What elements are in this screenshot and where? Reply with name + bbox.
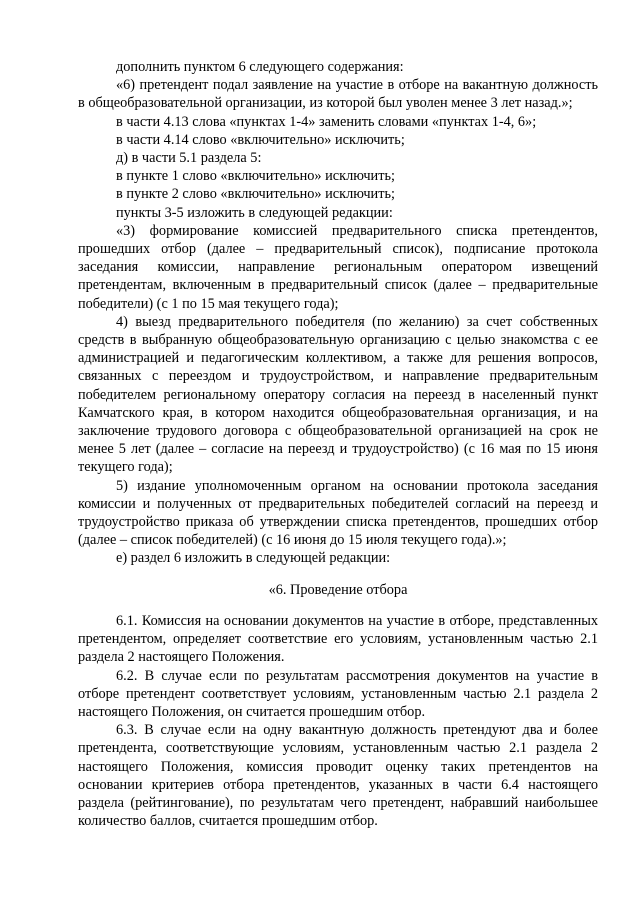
paragraph-6-3: 6.3. В случае если на одну вакантную должность претендуют два и более претендента, соответствующие условиям, установленным частью 2.1 раздела 2 настоящего Положения, комиссия проводит оценку таких претендентов на основании критериев отбора претендентов, указанных в части 6.4 настоящего раздела (рейтингование), по результатам чего претендент, набравший наибольшее количество баллов, считается прошедшим отбор. [78, 722, 598, 830]
paragraph-add-point-6: дополнить пунктом 6 следующего содержания: [116, 59, 404, 75]
paragraph-points-3-5: пункты 3-5 изложить в следующей редакции: [116, 204, 393, 221]
paragraph-item-5: 5) издание уполномоченным органом на основании протокола заседания комиссии и полученных от предварительных победителей согласий на переезд и трудоустройство приказа об утверждении списка претендентов, прошедших отбор (далее – список победителей) (с 16 июня до 15 июля текущего года).»; [78, 477, 598, 549]
paragraph-point-2: в пункте 2 слово «включительно» исключить; [116, 186, 395, 203]
section-heading: «6. Проведение отбора [268, 581, 408, 598]
paragraph-part-4-14: в части 4.14 слово «включительно» исключить; [116, 131, 405, 148]
paragraph-6-1: 6.1. Комиссия на основании документов на участие в отборе, представленных претендентом, определяет соответствие его условиям, установленным частью 2.1 раздела 2 настоящего Положения. [78, 612, 598, 666]
paragraph-item-3: «3) формирование комиссией предварительного списка претендентов, прошедших отбор (далее – предварительный список), подписание протокола заседания комиссии, направление региональным оператором извещений претендентам, включенным в предварительный список (далее – предварительные победители) (с 1 по 15 мая текущего года); [78, 222, 598, 312]
paragraph-point-1: в пункте 1 слово «включительно» исключить; [116, 168, 395, 185]
paragraph-item-4: 4) выезд предварительного победителя (по желанию) за счет собственных средств в выбранную общеобразовательную организацию с целью знакомства с ее администрацией и педагогическим коллективом, а также для решения вопросов, связанных с переездом и трудоустройством, и направление предварительным победителем региональному оператору согласия на переезд в населенный пункт Камчатского края, в котором находится общеобразовательная организация, и на заключение трудового договора с общеобразовательной организацией на срок не менее 5 лет (далее – согласие на переезд и трудоустройство) (с 16 мая по 15 июня текущего года); [78, 313, 598, 476]
paragraph-part-4-13: в части 4.13 слова «пунктах 1-4» заменить словами «пунктах 1-4, 6»; [116, 113, 537, 130]
paragraph-part-5-1: д) в части 5.1 раздела 5: [116, 150, 262, 167]
paragraph-point-6-text: «6) претендент подал заявление на участие в отборе на вакантную должность в общеобразовательной организации, из которой был уволен менее 3 лет назад.»; [78, 77, 598, 112]
paragraph-section-6-intro: е) раздел 6 изложить в следующей редакции: [116, 550, 391, 567]
paragraph-6-2: 6.2. В случае если по результатам рассмотрения документов на участие в отборе претендент соответствует условиям, установленным частью 2.1 раздела 2 настоящего Положения, он считается прошедшим отбор. [78, 667, 598, 720]
document-page [78, 58, 598, 830]
